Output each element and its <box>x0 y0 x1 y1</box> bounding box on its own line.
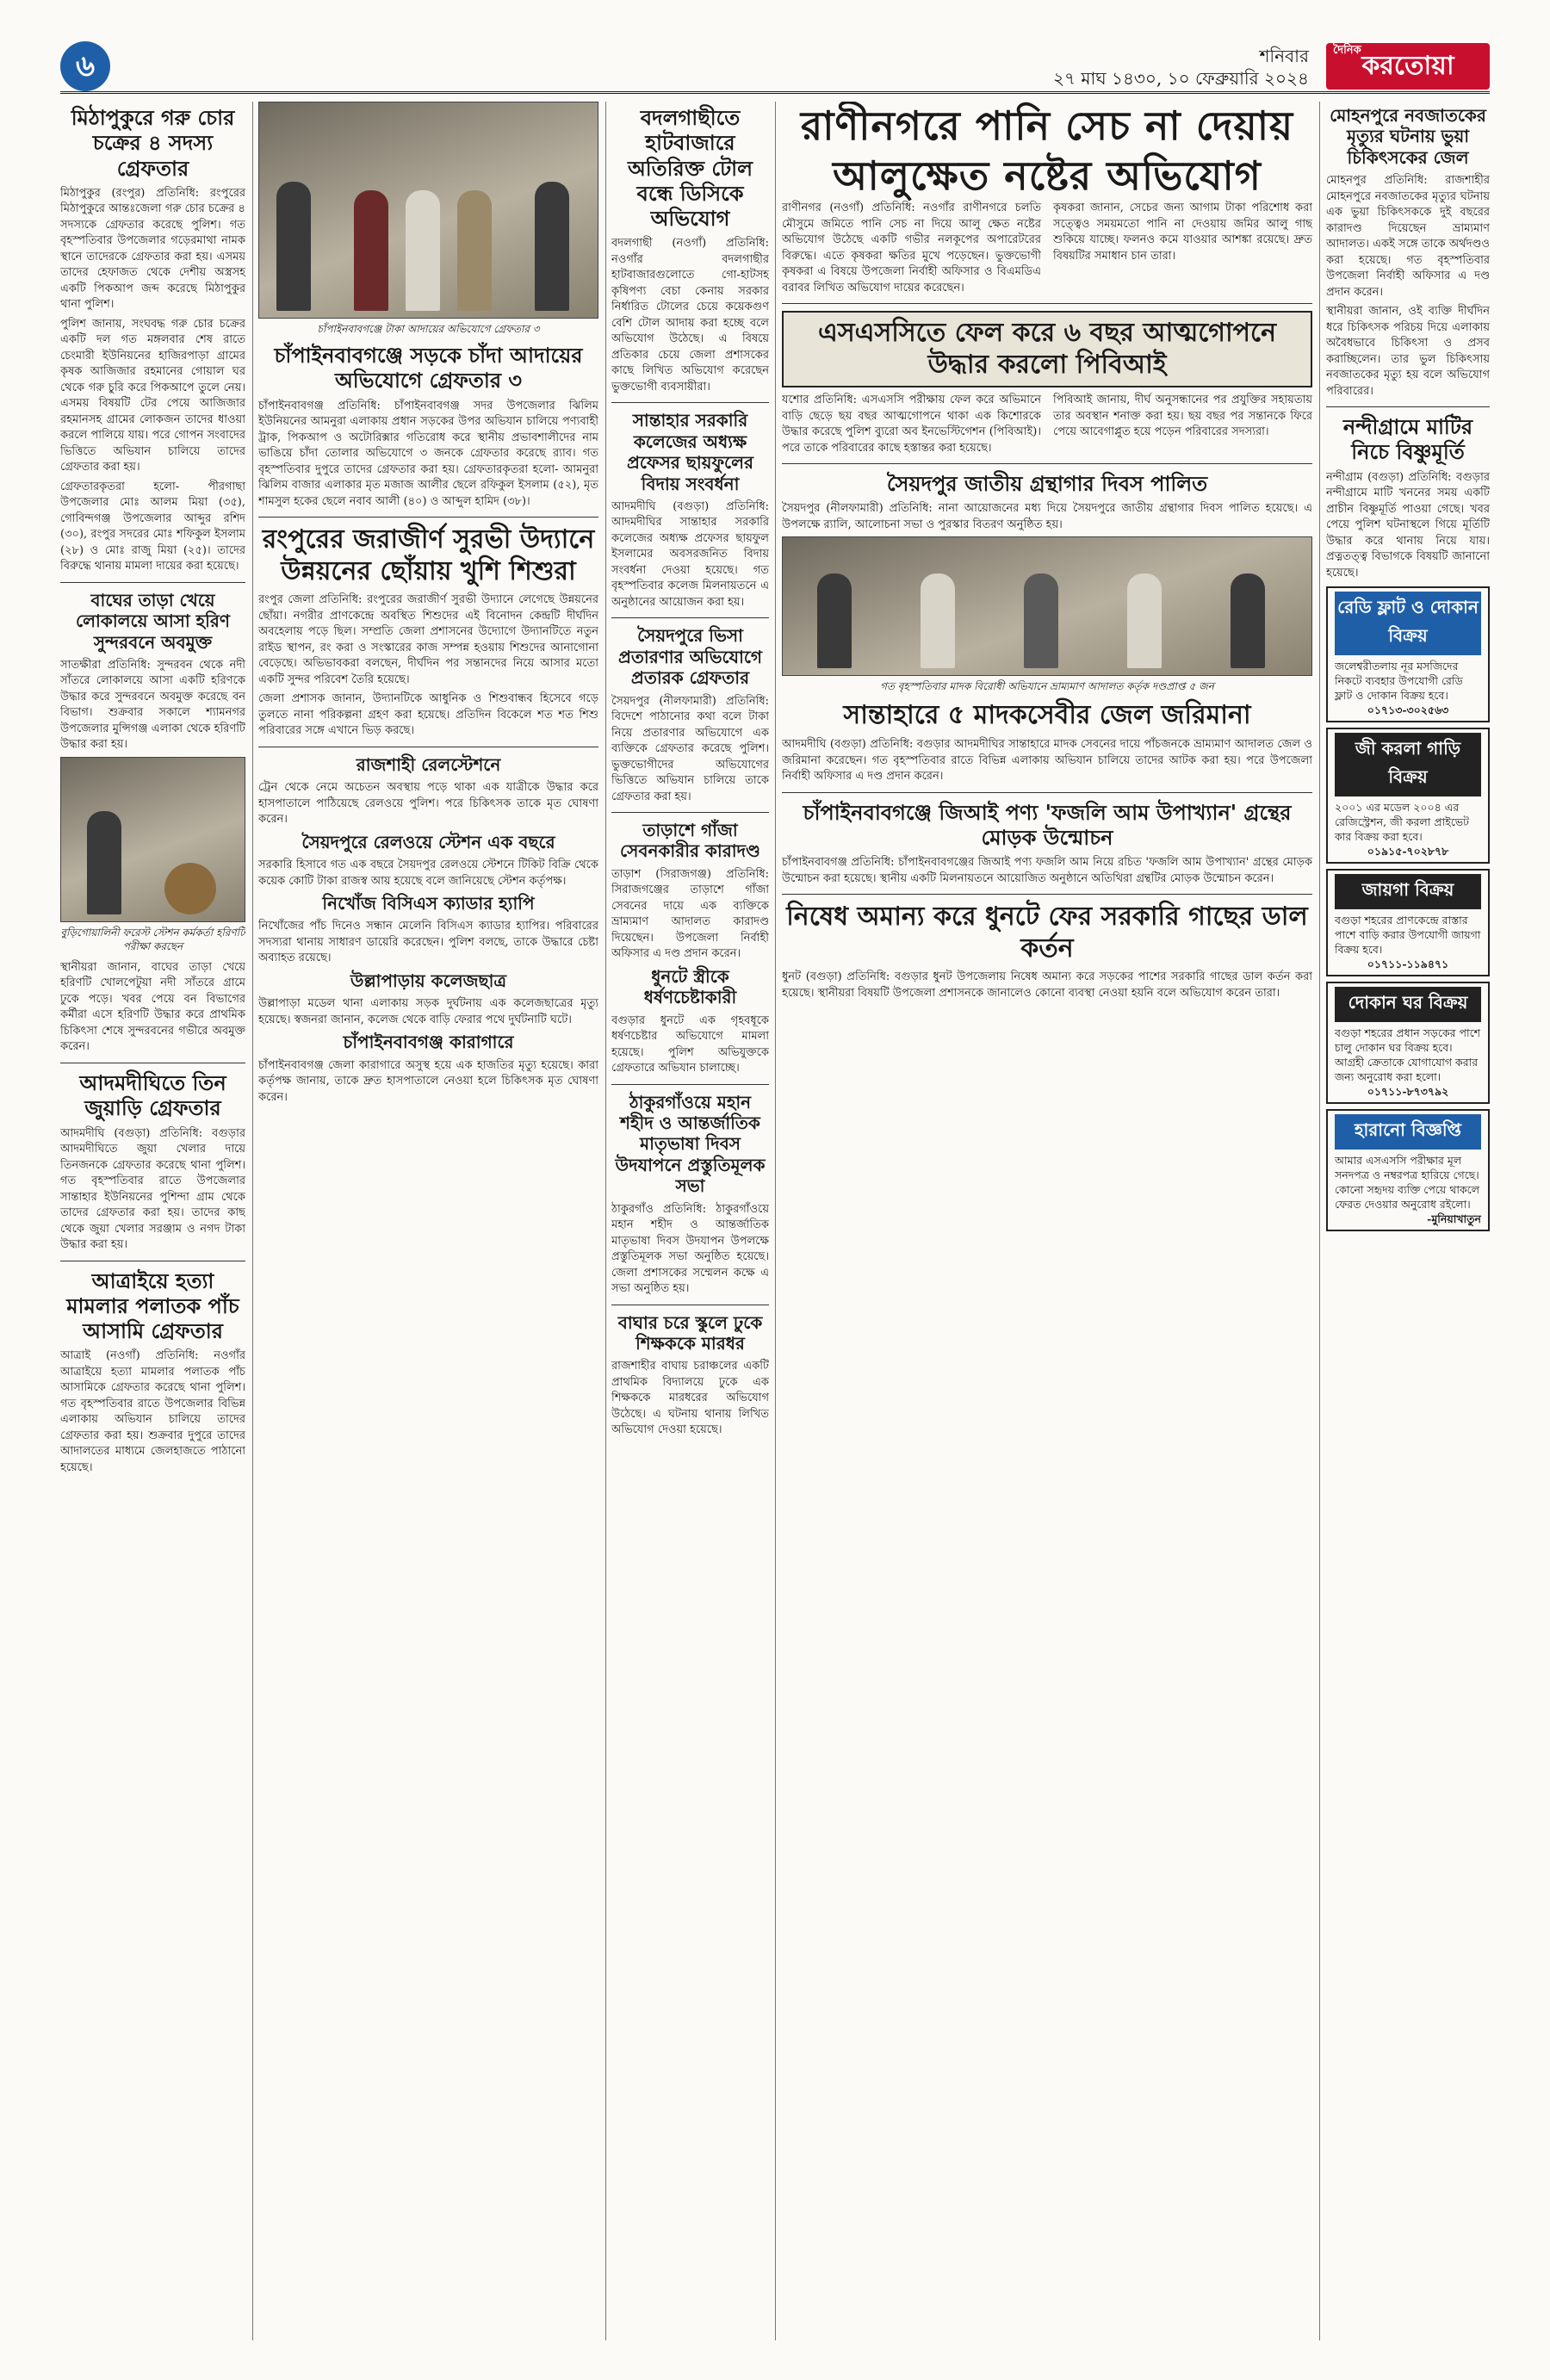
article-text: পিবিআই জানায়, দীর্ঘ অনুসন্ধানের পর প্রযুক্তির সহায়তায় তার অবস্থান শনাক্ত করা হয়। ছয় বছর পর সন্তানকে ফিরে পেয়ে আবেগাপ্লুত হয়ে পড়েন পরিবারের সদস্যরা। <box>1053 394 1312 439</box>
article-text: সরকারি হিসাবে গত এক বছরে সৈয়দপুর রেলওয়ে স্টেশনে টিকিট বিক্রি থেকে কয়েক কোটি টাকা রাজস্ব আয় হয়েছে বলে জানিয়েছে স্টেশন কর্তৃপক্ষ। <box>258 858 598 888</box>
article-text: আদমদীঘি (বগুড়া) প্রতিনিধি: বগুড়ার আদমদীঘিতে জুয়া খেলার দায়ে তিনজনকে গ্রেফতার করেছে থানা পুলিশ। গত বৃহস্পতিবার রাতে উপজেলার সান্তাহার ইউনিয়নের পুশিন্দা গ্রাম থেকে তাদের গ্রেফতার করা হয়। তাদের কাছ থেকে জুয়া খেলার সরঞ্জাম ও নগদ টাকা উদ্ধার করা হয়। <box>60 1126 245 1251</box>
article-text: আত্রাই (নওগাঁ) প্রতিনিধি: নওগাঁর আত্রাইয়ে হত্যা মামলার পলাতক পাঁচ আসামিকে গ্রেফতার করেছে থানা পুলিশ। গত বৃহস্পতিবার রাতে উপজেলার বিভিন্ন এলাকায় অভিযান চালিয়ে তাদের গ্রেফতার করা হয়। শুক্রবার দুপুরে তাদের আদালতের মাধ্যমে জেলহাজতে পাঠানো হয়েছে। <box>60 1349 245 1474</box>
person-figure <box>276 182 311 311</box>
ad-phone: ০১৯১৫-৭০২৮৭৮ <box>1367 845 1449 858</box>
article-text: গ্রেফতারকৃতরা হলো- পীরগাছা উপজেলার মোঃ আলম মিয়া (৩৫), গোবিন্দগঞ্জ উপজেলার আব্দুর রশিদ (৩০), রংপুর সদরের মোঃ শফিকুল ইসলাম (২৮) ও মোঃ রাজু মিয়া (২৫)। তাদের বিরুদ্ধে থানায় মামলা দায়ের করা হয়েছে। <box>60 480 245 573</box>
headline: আত্রাইয়ে হত্যা মামলার পলাতক পাঁচ আসামি গ্রেফতার <box>66 1267 239 1344</box>
headline: তাড়াশে গাঁজা সেবনকারীর কারাদণ্ড <box>620 820 760 862</box>
lead-headline: রাণীনগরে পানি সেচ না দেয়ায় আলুক্ষেত নষ্টের অভিযোগ <box>800 102 1294 199</box>
ad-body: আমার এসএসসি পরীক্ষার মূল সনদপত্র ও নম্বরপত্র হারিয়ে গেছে। কোনো সহৃদয় ব্যক্তি পেয়ে থাকলে ফেরত দেওয়ার অনুরোধ রইলো। <box>1335 1154 1480 1212</box>
divider <box>782 303 1312 304</box>
headline: বদলগাছীতে হাটবাজারে অতিরিক্ত টোল বন্ধে ডিসিকে অভিযোগ <box>627 105 753 232</box>
arrest-photo <box>258 102 598 319</box>
article-text: বগুড়ার ধুনটে এক গৃহবধূকে ধর্ষণচেষ্টার অভিযোগে মামলা হয়েছে। পুলিশ অভিযুক্তকে গ্রেফতারে অভিযান চালাচ্ছে। <box>611 1013 769 1075</box>
ad-phone: ০১৭১১-১১৯৪৭১ <box>1367 958 1449 971</box>
ad-signature: -মুনিয়াখাতুন <box>1427 1212 1481 1226</box>
photo-caption: গত বৃহস্পতিবার মাদক বিরোধী অভিযানে ভ্রাম্যমাণ আদালত কর্তৃক দণ্ডপ্রাপ্ত ৫ জন <box>880 680 1214 693</box>
headline-box <box>782 311 1312 387</box>
headline: সৈয়দপুরে ভিসা প্রতারণার অভিযোগে প্রতারক গ্রেফতার <box>617 625 763 689</box>
article-text: রংপুর জেলা প্রতিনিধি: রংপুরের জরাজীর্ণ সুরভী উদ্যানে লেগেছে উন্নয়নের ছোঁয়া। নগরীর প্রাণকেন্দ্রে অবস্থিত শিশুদের এই বিনোদন কেন্দ্রটি দীর্ঘদিন অবহেলায় পড়ে ছিল। সম্প্রতি জেলা প্রশাসনের উদ্যোগে উদ্যানটিতে নতুন রাইড স্থাপন, রং করা ও সংস্কারের কাজ সম্পন্ন হওয়ায় শিশুদের আনাগোনা বেড়েছে। অভিভাবকরা বলছেন, দীর্ঘদিন পর সন্তানদের নিয়ে আসার মতো একটি সুন্দর পরিবেশ তৈরি হয়েছে। <box>258 593 598 686</box>
column-4 <box>782 102 1312 2340</box>
article-text: কৃষকরা জানান, সেচের জন্য আগাম টাকা পরিশোধ করা সত্ত্বেও সময়মতো পানি না দেওয়ায় জমির আলু গাছ শুকিয়ে যাচ্ছে। ফলনও কমে যাওয়ার আশঙ্কা রয়েছে। দ্রুত বিষয়টির সমাধান চান তারা। <box>1053 201 1312 263</box>
divider <box>60 582 245 583</box>
ad-body: বগুড়া শহরের প্রাণকেন্দ্রে রাস্তার পাশে বাড়ি করার উপযোগী জায়গা বিক্রয় হবে। <box>1335 914 1481 957</box>
person-figure <box>87 811 121 914</box>
weekday: শনিবার <box>1259 46 1309 66</box>
ad-title: দোকান ঘর বিক্রয় <box>1335 987 1481 1022</box>
headline: ঠাকুরগাঁওয়ে মহান শহীদ ও আন্তর্জাতিক মাতৃভাষা দিবস উদযাপনে প্রস্তুতিমূলক সভা <box>615 1091 766 1197</box>
person-figure <box>1231 573 1265 668</box>
article-text: ধুনট (বগুড়া) প্রতিনিধি: বগুড়ার ধুনট উপজেলায় নিষেধ অমান্য করে সড়কের পাশের সরকারি গাছের ডাল কর্তন করা হয়েছে। স্থানীয়রা বিষয়টি উপজেলা প্রশাসনকে জানালেও কোনো ব্যবস্থা নেওয়া হয়নি বলে অভিযোগ করেন তারা। <box>782 970 1312 1000</box>
article-text: জেলা প্রশাসক জানান, উদ্যানটিকে আধুনিক ও শিশুবান্ধব হিসেবে গড়ে তুলতে নানা পরিকল্পনা গ্রহণ করা হয়েছে। প্রতিদিন বিকেলে শত শত শিশু পরিবারের সঙ্গে এখানে ভিড় করছে। <box>258 692 598 738</box>
article-text: তাড়াশ (সিরাজগঞ্জ) প্রতিনিধি: সিরাজগঞ্জের তাড়াশে গাঁজা সেবনের দায়ে এক ব্যক্তিকে ভ্রাম্যমাণ আদালত কারাদণ্ড দিয়েছেন। উপজেলা নির্বাহী অফিসার এ দণ্ড প্রদান করেন। <box>611 867 769 961</box>
article-text: সাতক্ষীরা প্রতিনিধি: সুন্দরবন থেকে নদী সাঁতরে লোকালয়ে আসা একটি হরিণকে উদ্ধার করে সুন্দরবনে অবমুক্ত করেছে বন বিভাগ। শুক্রবার সকালে শ্যামনগর উপজেলার মুন্সিগঞ্জ এলাকা থেকে হরিণটি উদ্ধার করা হয়। <box>60 658 245 752</box>
headline: সান্তাহার সরকারি কলেজের অধ্যক্ষ প্রফেসর ছায়ফুলের বিদায় সংবর্ধনা <box>626 410 753 494</box>
classified-ad <box>1326 982 1490 1104</box>
person-figure <box>921 573 955 668</box>
article-text: রাণীনগর (নওগাঁ) প্রতিনিধি: নওগাঁর রাণীনগরে চলতি মৌসুমে জমিতে পানি সেচ না দিয়ে আলু ক্ষেত নষ্টের অভিযোগ উঠেছে একটি গভীর নলকূপের অপারেটরের বিরুদ্ধে। এতে কৃষকরা ক্ষতির মুখে পড়েছেন। ভুক্তভোগী কৃষকরা এ বিষয়ে উপজেলা নির্বাহী অফিসার ও বিএমডিএ বরাবর লিখিত অভিযোগ দায়ের করেছেন। <box>782 201 1041 294</box>
classified-ad <box>1326 1109 1490 1231</box>
page-header <box>60 41 1490 94</box>
headline: বাঘার চরে স্কুলে ঢুকে শিক্ষককে মারধর <box>617 1311 763 1354</box>
article-text: চাঁপাইনবাবগঞ্জ জেলা কারাগারে অসুস্থ হয়ে এক হাজতির মৃত্যু হয়েছে। কারা কর্তৃপক্ষ জানায়, তাকে দ্রুত হাসপাতালে নেওয়া হলে চিকিৎসক মৃত ঘোষণা করেন। <box>258 1058 598 1104</box>
classified-ad <box>1326 586 1490 722</box>
divider <box>611 1084 769 1085</box>
ad-body: জলেশ্বরীতলায় নূর মসজিদের নিকটে ব্যবহার উপযোগী রেডি ফ্লাট ও দোকান বিক্রয় হবে। <box>1335 660 1463 703</box>
column-divider <box>605 102 606 2340</box>
divider <box>782 792 1312 793</box>
person-figure <box>354 190 388 311</box>
ad-title: জায়গা বিক্রয় <box>1335 874 1481 909</box>
lead-article-body <box>782 201 1312 296</box>
headline: মিঠাপুকুরে গরু চোর চক্রের ৪ সদস্য গ্রেফতার <box>71 105 235 181</box>
headline: চাঁপাইনবাবগঞ্জে জিআই পণ্য 'ফজলি আম উপাখ্যান' গ্রন্থের মোড়ক উন্মোচন <box>803 799 1292 850</box>
headline: নিষেধ অমান্য করে ধুনটে ফের সরকারি গাছের ডাল কর্তন <box>786 902 1308 964</box>
newspaper-logo <box>1326 43 1490 90</box>
article-text: যশোর প্রতিনিধি: এসএসসি পরীক্ষায় ফেল করে অভিমানে বাড়ি ছেড়ে ছয় বছর আত্মগোপনে থাকা এক কিশোরকে উদ্ধার করেছে পুলিশ ব্যুরো অব ইনভেস্টিগেশন (পিবিআই)। পরে তাকে পরিবারের কাছে হস্তান্তর করা হয়েছে। <box>782 394 1041 455</box>
divider <box>782 894 1312 895</box>
ad-phone: ০১৭১১-৮৭৩৭৯২ <box>1367 1085 1449 1099</box>
article-text: চাঁপাইনবাবগঞ্জ প্রতিনিধি: চাঁপাইনবাবগঞ্জের জিআই পণ্য ফজলি আম নিয়ে রচিত 'ফজলি আম উপাখ্যান' গ্রন্থের মোড়ক উন্মোচন করা হয়েছে। স্থানীয় একটি মিলনায়তনে আয়োজিত অনুষ্ঠানে অতিথিরা গ্রন্থটির মোড়ক উন্মোচন করেন। <box>782 856 1312 885</box>
headline: উল্লাপাড়ায় কলেজছাত্র <box>350 970 507 991</box>
article-text: স্থানীয়রা জানান, বাঘের তাড়া খেয়ে হরিণটি খোলপেটুয়া নদী সাঁতরে গ্রামে ঢুকে পড়ে। খবর পেয়ে বন বিভাগের কর্মীরা এসে হরিণটি উদ্ধার করে প্রাথমিক চিকিৎসা শেষে সুন্দরবনের গভীরে অবমুক্ত করেন। <box>60 960 245 1054</box>
article-text: পুলিশ জানায়, সংঘবদ্ধ গরু চোর চক্রের একটি দল গত মঙ্গলবার শেষ রাতে চেংমারী ইউনিয়নের হাজিরপাড়া গ্রামের কৃষক আজিজার রহমানের গোয়াল ঘর থেকে গরু চুরি করে পিকআপে তুলে নেয়। এসময় বিষয়টি টের পেয়ে আজিজার রহমানসহ গ্রামের লোকজন তাদের ধাওয়া করলে পালিয়ে যায়। পরে গোপন সংবাদের ভিত্তিতে অভিযান চালিয়ে তাদের গ্রেফতার করা হয়। <box>60 317 245 474</box>
article-text: সৈয়দপুর (নীলফামারী) প্রতিনিধি: বিদেশে পাঠানোর কথা বলে টাকা নিয়ে প্রতারণার অভিযোগে এক ব্যক্তিকে গ্রেফতার করেছে পুলিশ। ভুক্তভোগীদের অভিযোগের ভিত্তিতে অভিযান চালিয়ে তাকে গ্রেফতার করা হয়। <box>611 694 769 803</box>
article-text: মোহনপুর প্রতিনিধি: রাজশাহীর মোহনপুরে নবজাতকের মৃত্যুর ঘটনায় এক ভুয়া চিকিৎসককে দুই বছরের কারাদণ্ড দিয়েছেন ভ্রাম্যমাণ আদালত। একই সঙ্গে তাকে অর্থদণ্ডও করা হয়েছে। গত বৃহস্পতিবার উপজেলা নির্বাহী অফিসার এ দণ্ড প্রদান করেন। <box>1326 174 1490 299</box>
classified-ad <box>1326 728 1490 864</box>
article-text: স্থানীয়রা জানান, ওই ব্যক্তি দীর্ঘদিন ধরে চিকিৎসক পরিচয় দিয়ে এলাকায় অবৈধভাবে চিকিৎসা ও প্রসব করাচ্ছিলেন। তার ভুল চিকিৎসায় নবজাতকের মৃত্যু হয় বলে অভিযোগ পরিবারের। <box>1326 305 1490 398</box>
headline: চাঁপাইনবাবগঞ্জ কারাগারে <box>343 1032 514 1053</box>
article-text: ঠাকুরগাঁও প্রতিনিধি: ঠাকুরগাঁওয়ে মহান শহীদ ও আন্তর্জাতিক মাতৃভাষা দিবস উদযাপন উপলক্ষে প্রস্তুতিমূলক সভা অনুষ্ঠিত হয়েছে। জেলা প্রশাসকের সম্মেলন কক্ষে এ সভা অনুষ্ঠিত হয়। <box>611 1202 769 1296</box>
divider <box>1326 406 1490 407</box>
person-figure <box>457 190 492 311</box>
person-figure <box>1127 573 1162 668</box>
pbi-article-body <box>782 393 1312 456</box>
article-text: আদমদীঘি (বগুড়া) প্রতিনিধি: বগুড়ার আদমদীঘির সান্তাহারে মাদক সেবনের দায়ে পাঁচজনকে ভ্রাম্যমাণ আদালত জেল ও জরিমানা করেছেন। গত বৃহস্পতিবার রাতে বিভিন্ন এলাকায় অভিযান চালিয়ে তাদের আটক করা হয়। পরে উপজেলা নির্বাহী অফিসার এ দণ্ড প্রদান করেন। <box>782 738 1312 784</box>
article-text: রাজশাহীর বাঘায় চরাঞ্চলের একটি প্রাথমিক বিদ্যালয়ে ঢুকে এক শিক্ষককে মারধরের অভিযোগ উঠেছে। এ ঘটনায় থানায় লিখিত অভিযোগ দেওয়া হয়েছে। <box>611 1360 769 1437</box>
headline: নন্দীগ্রামে মাটির নিচে বিষ্ণুমূর্তি <box>1342 414 1473 465</box>
headline: নিখোঁজ বিসিএস ক্যাডার হ্যাপি <box>322 893 535 914</box>
ad-title: জী করলা গাড়ি বিক্রয় <box>1335 733 1481 796</box>
ad-title: হারানো বিজ্ঞপ্তি <box>1335 1114 1481 1150</box>
issue-date: ২৭ মাঘ ১৪৩০, ১০ ফেব্রুয়ারি ২০২৪ <box>1052 68 1309 89</box>
ad-body: ২০০১ এর মডেল ২০০৪ এর রেজিস্ট্রেশন, জী করলা প্রাইভেট কার বিক্রয় করা হবে। <box>1335 801 1469 844</box>
headline: বাঘের তাড়া খেয়ে লোকালয়ে আসা হরিণ সুন্দরবনে অবমুক্ত <box>76 589 230 653</box>
headline: চাঁপাইনবাবগঞ্জে সড়কে চাঁদা আদায়ের অভিযোগে গ্রেফতার ৩ <box>274 343 583 394</box>
column-1 <box>60 102 245 2340</box>
headline: এসএসসিতে ফেল করে ৬ বছর আত্মগোপনে উদ্ধার করলো পিবিআই <box>818 318 1276 380</box>
person-figure <box>1024 573 1058 668</box>
page-number: ৬ <box>60 41 110 91</box>
headline: মোহনপুরে নবজাতকের মৃত্যুর ঘটনায় ভুয়া চিকিৎসকের জেল <box>1330 105 1486 168</box>
headline: রংপুরের জরাজীর্ণ সুরভী উদ্যানে উন্নয়নের ছোঁয়ায় খুশি শিশুরা <box>262 524 595 586</box>
article-text: উল্লাপাড়া মডেল থানা এলাকায় সড়ক দুর্ঘটনায় এক কলেজছাত্রের মৃত্যু হয়েছে। স্বজনরা জানান, কলেজ থেকে বাড়ি ফেরার পথে দুর্ঘটনাটি ঘটে। <box>258 997 598 1026</box>
person-figure <box>535 182 569 311</box>
article-text: আদমদীঘি (বগুড়া) প্রতিনিধি: আদমদীঘির সান্তাহার সরকারি কলেজের অধ্যক্ষ প্রফেসর ছায়ফুল ইসলামের অবসরজনিত বিদায় সংবর্ধনা দেওয়া হয়েছে। গত বৃহস্পতিবার কলেজ মিলনায়তনে এ অনুষ্ঠানের আয়োজন করা হয়। <box>611 499 769 609</box>
divider <box>611 402 769 403</box>
deer-rescue-photo <box>60 757 245 922</box>
headline: রাজশাহী রেলস্টেশনে <box>356 753 501 775</box>
headline: সান্তাহারে ৫ মাদকসেবীর জেল জরিমানা <box>843 700 1251 731</box>
article-text: মিঠাপুকুর (রংপুর) প্রতিনিধি: রংপুরের মিঠাপুকুরে আন্তঃজেলা গরু চোর চক্রের ৪ সদস্যকে গ্রেফতার করেছে পুলিশ। গত বৃহস্পতিবার উপজেলার গড়েরমাথা নামক স্থানে তাদেরকে গ্রেফতার করা হয়। এসময় তাদের হেফাজত থেকে দেশীয় অস্ত্রসহ একটি পিকআপ জব্দ করেছে মিঠাপুকুর থানা পুলিশ। <box>60 186 245 312</box>
headline: সৈয়দপুরে রেলওয়ে স্টেশন এক বছরে <box>301 831 555 852</box>
divider <box>258 517 598 518</box>
column-divider <box>775 102 776 2340</box>
column-divider <box>252 102 253 2340</box>
headline: আদমদীঘিতে তিন জুয়াড়ি গ্রেফতার <box>79 1069 226 1121</box>
article-text: ট্রেন থেকে নেমে অচেতন অবস্থায় পড়ে থাকা এক যাত্রীকে উদ্ধার করে হাসপাতালে পাঠিয়েছে রেলওয়ে পুলিশ। পরে চিকিৎসক তাকে মৃত ঘোষণা করেন। <box>258 781 598 827</box>
article-text: নিখোঁজের পাঁচ দিনেও সন্ধান মেলেনি বিসিএস ক্যাডার হ্যাপির। পরিবারের সদস্যরা থানায় সাধারণ ডায়েরি করেছেন। পুলিশ বলছে, তাকে উদ্ধারে চেষ্টা অব্যাহত রয়েছে। <box>258 920 598 965</box>
column-divider <box>1319 102 1320 2340</box>
article-text: সৈয়দপুর (নীলফামারী) প্রতিনিধি: নানা আয়োজনের মধ্য দিয়ে সৈয়দপুরে জাতীয় গ্রন্থাগার দিবস পালিত হয়েছে। এ উপলক্ষে র‍্যালি, আলোচনা সভা ও পুরস্কার বিতরণ অনুষ্ঠিত হয়। <box>782 502 1312 531</box>
person-figure <box>817 573 852 668</box>
deer-figure <box>164 863 216 914</box>
issue-meta <box>1053 45 1309 90</box>
headline: সৈয়দপুর জাতীয় গ্রন্থাগার দিবস পালিত <box>886 471 1208 497</box>
column-3 <box>611 102 769 2340</box>
divider <box>611 812 769 813</box>
column-5 <box>1326 102 1490 2340</box>
column-2 <box>258 102 598 2340</box>
photo-caption: চাঁপাইনবাবগঞ্জে টাকা আদায়ের অভিযোগে গ্রেফতার ৩ <box>317 323 540 335</box>
ad-body: বগুড়া শহরের প্রধান সড়কের পাশে চালু দোকান ঘর বিক্রয় হবে। আগ্রহী ক্রেতাকে যোগাযোগ করার জন্য অনুরোধ করা হলো। <box>1335 1026 1480 1084</box>
article-text: বদলগাছী (নওগাঁ) প্রতিনিধি: নওগাঁর বদলগাছীর হাটবাজারগুলোতে গো-হাটসহ কৃষিপণ্য বেচা কেনায় সরকার নির্ধারিত টোলের চেয়ে কয়েকগুণ বেশি টোল আদায় করা হচ্ছে বলে অভিযোগ উঠেছে। এ বিষয়ে প্রতিকার চেয়ে জেলা প্রশাসকের কাছে লিখিত অভিযোগ করেছেন ভুক্তভোগী ব্যবসায়ীরা। <box>611 237 769 394</box>
drug-users-photo <box>782 536 1312 676</box>
ad-phone: ০১৭১৩-৩০২৫৬৩ <box>1367 703 1449 717</box>
divider <box>611 617 769 618</box>
logo-text: করতোয়া <box>1361 51 1454 81</box>
divider <box>782 463 1312 464</box>
logo-prefix: দৈনিক <box>1333 44 1361 57</box>
article-text: চাঁপাইনবাবগঞ্জ প্রতিনিধি: চাঁপাইনবাবগঞ্জ সদর উপজেলার ঝিলিম ইউনিয়নের আমনুরা এলাকায় প্রধান সড়কের উপর অভিযান চালিয়ে পণ্যবাহী ট্রাক, পিকআপ ও অটোরিক্সার গতিরোধ করে স্থানীয় প্রভাবশালীদের নাম ভাঙিয়ে চাঁদা তোলার অভিযোগে ৩ জনকে গ্রেফতার করেছে র‍্যাব। গত বৃহস্পতিবার দুপুরে তাদের গ্রেফতার করা হয়। গ্রেফতারকৃতরা হলো- আমনুরা ঝিলিম বাজার এলাকার মৃত মজাজ আলীর ছেলে রফিকুল ইসলাম (৫২), মৃত শামসুল হকের ছেলে নবাব আলী (৪০) ও আব্দুল হামিদ (৩৮)। <box>258 399 598 508</box>
photo-caption: বুড়িগোয়ালিনী ফরেস্ট স্টেশন কর্মকর্তা হরিণটি পরীক্ষা করছেন <box>60 926 245 952</box>
headline: ধুনটে স্ত্রীকে ধর্ষণচেষ্টাকারী <box>643 965 737 1008</box>
ad-title: রেডি ফ্লাট ও দোকান বিক্রয় <box>1335 592 1481 655</box>
article-text: নন্দীগ্রাম (বগুড়া) প্রতিনিধি: বগুড়ার নন্দীগ্রামে মাটি খননের সময় একটি প্রাচীন বিষ্ণুমূর্তি পাওয়া গেছে। খবর পেয়ে পুলিশ ঘটনাস্থলে গিয়ে মূর্তিটি উদ্ধার করে থানায় নিয়ে যায়। প্রত্নতত্ত্ব বিভাগকে বিষয়টি জানানো হয়েছে। <box>1326 470 1490 580</box>
person-figure <box>406 190 440 311</box>
classified-ad <box>1326 869 1490 976</box>
